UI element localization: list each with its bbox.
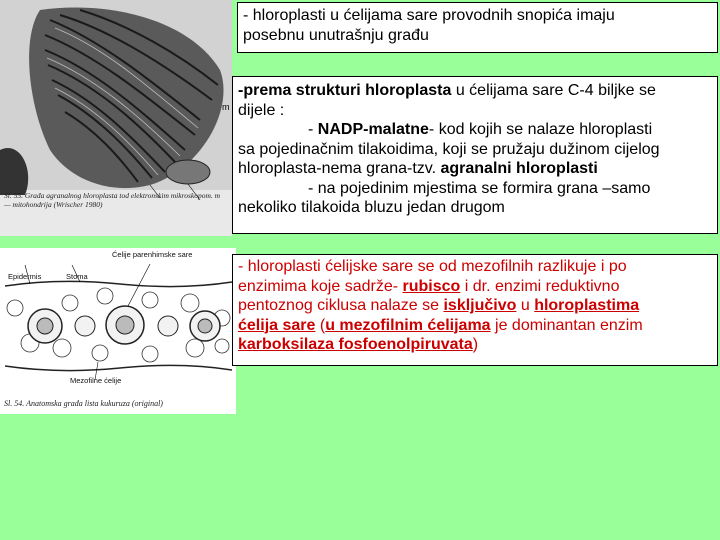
term-chloroplast-structure: -prema strukturi hloroplasta [238, 82, 452, 99]
label-epidermis: Epidermis [8, 272, 42, 281]
block2-line-2-start: enzimima koje sadrže- [238, 277, 403, 295]
label-parenchyma-sheath: Ćelije parenhimske sare [112, 250, 193, 259]
block1-line-1 [238, 81, 712, 101]
block1-line-1-rest: u ćelijama sare C-4 biljke se [451, 82, 656, 99]
label-mesophyll: Mezofilne ćelije [70, 376, 122, 385]
title-line-2: posebnu unutrašnju građu [243, 26, 429, 44]
term-rubisco: rubisco [402, 277, 461, 295]
term-pep-carboxylase: karboksilaza fosfoenolpiruvata [238, 336, 473, 353]
block2-line-3 [238, 296, 712, 316]
block2-line-5 [238, 335, 712, 355]
block1-line-6: - na pojedinim mjestima se formira grana –samo [308, 179, 651, 197]
block2-line-1: - hloroplasti ćelijske sare se od mezofilnih razlikuje i po [238, 258, 627, 275]
slide-title [237, 2, 718, 53]
svg-text:m: m [222, 102, 230, 112]
block2-paren-close: ) [472, 336, 479, 353]
block1-line-7: nekoliko tilakoida bluzu jedan drugom [238, 199, 505, 216]
block2-line-2 [238, 277, 712, 297]
block2-line-3-mid: u [516, 297, 535, 314]
block1-line-4: sa pojedinačnim tilakoidima, koji se pružaju dužinom cijelog [238, 140, 660, 158]
block2-paren-open: ( [315, 316, 326, 334]
chloroplast-micrograph [0, 0, 232, 236]
block1-line-2: dijele : [238, 101, 285, 119]
block2-line-4 [238, 316, 712, 336]
maize-leaf-cross-section [0, 248, 236, 414]
block1-dash: - [308, 121, 318, 138]
term-nadp-malate: NADP-malatne [317, 121, 429, 138]
text-block-structure [232, 76, 718, 234]
block2-line-2-rest: i dr. enzimi reduktivno [460, 277, 620, 295]
block1-line-5-start: hloroplasta-nema grana-tzv. [238, 160, 441, 177]
block1-line-3-rest: - kod kojih se nalaze hloroplasti [428, 121, 653, 138]
title-line-1: - hloroplasti u ćelijama sare provodnih snopića imaju [243, 7, 615, 24]
term-exclusively: isključivo [443, 297, 517, 314]
figure55-caption: Sl. 55. Građa agranalnog hloroplasta tod elektronskim mikroskopom. m — mitohondrija (Wrischer 1980) [4, 191, 221, 209]
block1-line-5 [238, 159, 712, 179]
term-agranal-chloroplasts: agranalni hloroplasti [440, 160, 598, 177]
term-mesophyll-cells: u mezofilnim ćelijama [325, 316, 491, 334]
figure54-caption: Sl. 54. Anatomska građa lista kukuruza (original) [4, 399, 163, 408]
term-sheath-cells: ćelija sare [238, 316, 316, 334]
label-stoma: Stoma [66, 272, 88, 281]
block2-line-3-start: pentoznog ciklusa nalaze se [238, 297, 444, 314]
block2-line-4-rest: je dominantan enzim [490, 316, 643, 334]
text-block-enzymes [232, 254, 718, 366]
term-chloroplasts: hloroplastima [534, 297, 640, 314]
block1-line-3 [238, 120, 712, 140]
